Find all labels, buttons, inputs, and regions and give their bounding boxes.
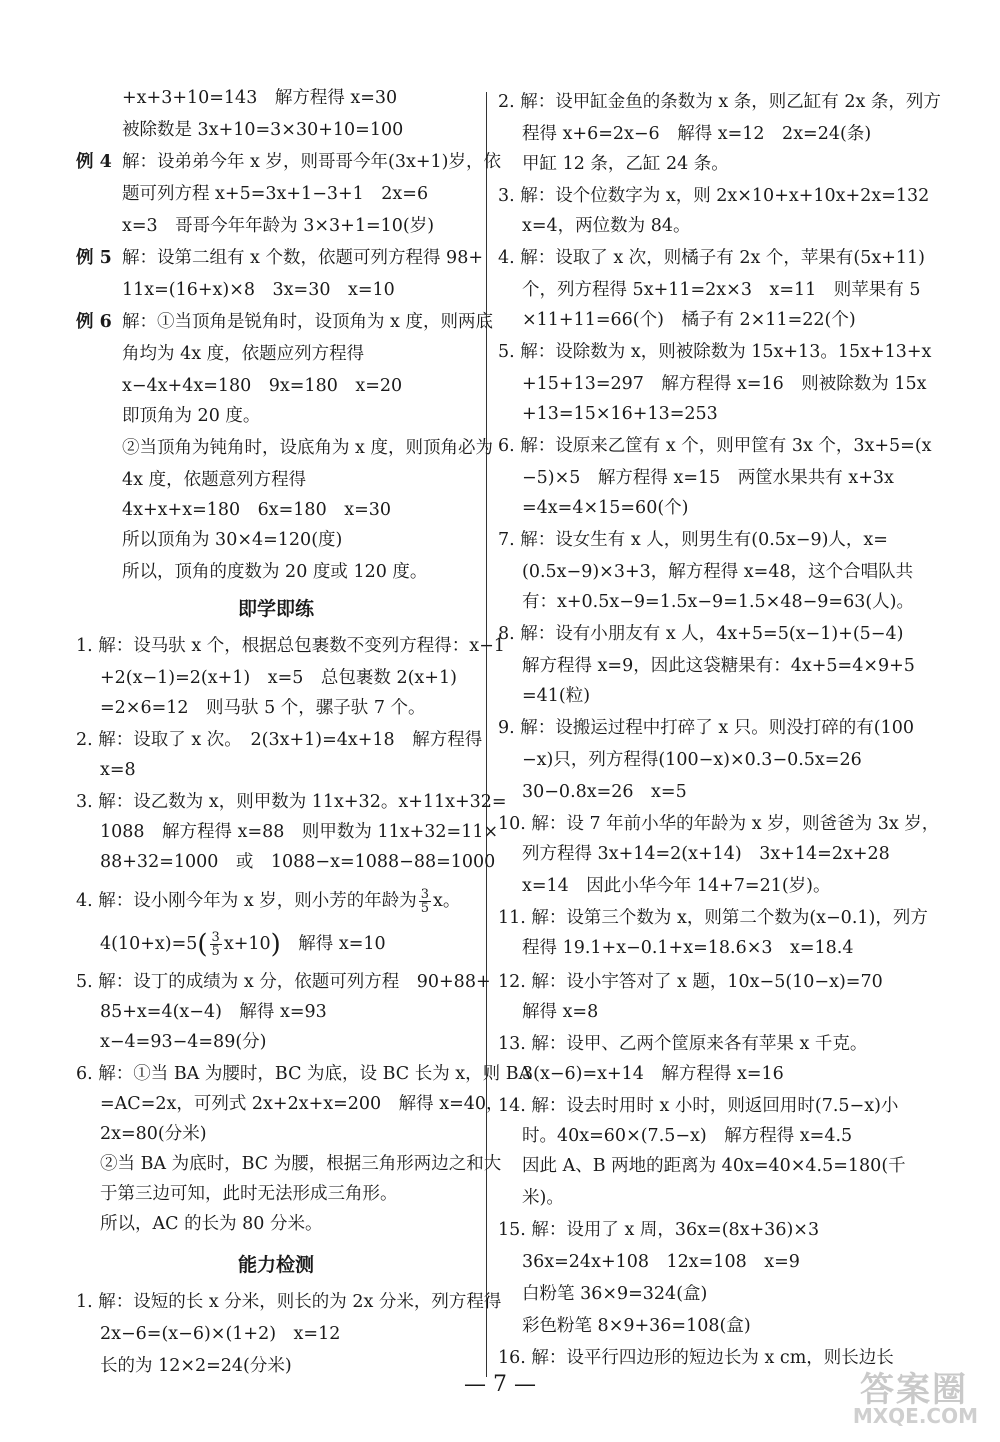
- text-line: 解：①当顶角是锐角时，设顶角为 x 度，则两底: [122, 312, 493, 332]
- text-line: 程得 19.1+x−0.1+x=18.6×3 x=18.4: [522, 938, 854, 958]
- text-line: 2x=80(分米): [100, 1124, 207, 1144]
- text-line: 解：设弟弟今年 x 岁，则哥哥今年(3x+1)岁，依: [122, 152, 501, 172]
- column-divider: [486, 92, 487, 1377]
- example-6-label: 例 6: [76, 312, 112, 332]
- text-line: 角均为 4x 度，依题应列方程得: [122, 344, 365, 364]
- text-line: 6. 解：①当 BA 为腰时，BC 为底，设 BC 长为 x，则 BA: [76, 1064, 532, 1084]
- text-line: =2×6=12 则马驮 5 个，骡子驮 7 个。: [100, 698, 426, 718]
- watermark-url: MXQE.COM: [852, 1404, 978, 1428]
- text-line: 解：设第二组有 x 个数，依题可列方程得 98+: [122, 248, 483, 268]
- text-line: 9. 解：设搬运过程中打碎了 x 只。则没打碎的有(100: [498, 718, 914, 738]
- fraction: [210, 931, 222, 958]
- text-line: 3. 解：设个位数字为 x，则 2x×10+x+10x+2x=132: [498, 186, 930, 206]
- text-line: 36x=24x+108 12x=108 x=9: [522, 1252, 800, 1272]
- text-line: x=8: [100, 760, 136, 780]
- watermark-logo: [832, 1362, 982, 1428]
- text-line: 题可列方程 x+5=3x+1−3+1 2x=6: [122, 184, 429, 204]
- right-paren: ): [270, 929, 281, 960]
- text-line: 5. 解：设除数为 x，则被除数为 15x+13。15x+13+x: [498, 342, 932, 362]
- fraction: [419, 888, 431, 915]
- text-line: 所以，AC 的长为 80 分米。: [100, 1214, 323, 1234]
- text-segment: 解得 x=10: [280, 934, 386, 954]
- text-line: ×11+11=66(个) 橘子有 2×11=22(个): [522, 310, 856, 330]
- text-line: ②当顶角为钝角时，设底角为 x 度，则顶角必为: [122, 438, 493, 458]
- text-line: 4x+x+x=180 6x=180 x=30: [122, 500, 392, 520]
- text-line: 12. 解：设小宇答对了 x 题，10x−5(10−x)=70: [498, 972, 883, 992]
- text-line: 个，列方程得 5x+11=2x×3 x=11 则苹果有 5: [522, 280, 921, 300]
- text-line: 甲缸 12 条，乙缸 24 条。: [522, 154, 729, 174]
- text-line: 时。40x=60×(7.5−x) 解方程得 x=4.5: [522, 1126, 853, 1146]
- left-paren: (: [197, 929, 208, 960]
- text-line: 30−0.8x=26 x=5: [522, 782, 687, 802]
- text-line: 米)。: [522, 1188, 564, 1208]
- text-line: 6. 解：设原来乙筐有 x 个，则甲筐有 3x 个，3x+5=(x: [498, 436, 932, 456]
- page-number: — 7 —: [464, 1372, 536, 1397]
- text-line: 程得 x+6=2x−6 解得 x=12 2x=24(条): [522, 124, 872, 144]
- section-heading-ability-test: 能力检测: [237, 1254, 314, 1276]
- text-line: [100, 928, 386, 961]
- text-line: 解得 x=8: [522, 1002, 599, 1022]
- fraction-numerator: 3: [420, 887, 430, 902]
- text-line: 11. 解：设第三个数为 x，则第二个数为(x−0.1)，列方: [498, 908, 928, 928]
- text-segment: x。: [433, 891, 461, 911]
- text-line: 16. 解：设平行四边形的短边长为 x cm，则长边长: [498, 1348, 894, 1368]
- text-line: 4. 解：设取了 x 次，则橘子有 2x 个，苹果有(5x+11): [498, 248, 925, 268]
- text-line: 2. 解：设取了 x 次。 2(3x+1)=4x+18 解方程得: [76, 730, 483, 750]
- text-segment: 4. 解：设小刚今年为 x 岁，则小芳的年龄为: [76, 891, 417, 911]
- text-line: x=3 哥哥今年年龄为 3×3+1=10(岁): [122, 216, 435, 236]
- text-line: +2(x−1)=2(x+1) x=5 总包裹数 2(x+1): [100, 668, 457, 688]
- text-line: 11x=(16+x)×8 3x=30 x=10: [122, 280, 395, 300]
- text-line: [76, 886, 460, 916]
- text-line: 88+32=1000 或 1088−x=1088−88=1000: [100, 852, 496, 872]
- text-line: =41(粒): [522, 686, 591, 706]
- text-line: x=14 因此小华今年 14+7=21(岁)。: [522, 876, 831, 896]
- text-line: +13=15×16+13=253: [522, 404, 718, 424]
- text-line: 14. 解：设去时用时 x 小时，则返回用时(7.5−x)小: [498, 1096, 899, 1116]
- fraction-numerator: 3: [211, 930, 220, 945]
- text-line: 5. 解：设丁的成绩为 x 分，依题可列方程 90+88+: [76, 972, 491, 992]
- text-line: x=4，两位数为 84。: [522, 216, 691, 236]
- text-line: 1. 解：设马驮 x 个，根据总包裹数不变列方程得：x−1: [76, 636, 505, 656]
- text-line: =AC=2x，可列式 2x+2x+x=200 解得 x=40，: [100, 1094, 504, 1114]
- text-line: −x)只，列方程得(100−x)×0.3−0.5x=26: [522, 750, 862, 770]
- text-line: 2. 解：设甲缸金鱼的条数为 x 条，则乙缸有 2x 条，列方: [498, 92, 941, 112]
- text-line: 7. 解：设女生有 x 人，则男生有(0.5x−9)人，x=: [498, 530, 888, 550]
- fraction-denominator: 5: [420, 901, 430, 916]
- text-line: 于第三边可知，此时无法形成三角形。: [100, 1184, 398, 1204]
- watermark-text: 答案圈: [860, 1370, 968, 1410]
- text-segment: x+10: [223, 934, 271, 954]
- text-line: 长的为 12×2=24(分米): [100, 1356, 292, 1376]
- text-line: 因此 A、B 两地的距离为 40x=40×4.5=180(千: [522, 1156, 906, 1176]
- text-line: 10. 解：设 7 年前小华的年龄为 x 岁，则爸爸为 3x 岁，: [498, 814, 940, 834]
- text-line: 彩色粉笔 8×9+36=108(盒): [522, 1316, 751, 1336]
- text-line: +x+3+10=143 解方程得 x=30: [122, 88, 398, 108]
- text-segment: 4(10+x)=5: [100, 934, 198, 954]
- text-line: 3. 解：设乙数为 x，则甲数为 11x+32。x+11x+32=: [76, 792, 507, 812]
- text-line: 有：x+0.5x−9=1.5x−9=1.5×48−9=63(人)。: [522, 592, 914, 612]
- text-line: 8. 解：设有小朋友有 x 人，4x+5=5(x−1)+(5−4): [498, 624, 904, 644]
- text-line: 1088 解方程得 x=88 则甲数为 11x+32=11×: [100, 822, 499, 842]
- text-line: x−4=93−4=89(分): [100, 1032, 267, 1052]
- text-line: −5)×5 解方程得 x=15 两筐水果共有 x+3x: [522, 468, 894, 488]
- text-line: 85+x=4(x−4) 解得 x=93: [100, 1002, 327, 1022]
- fraction-denominator: 5: [211, 944, 220, 959]
- text-line: 13. 解：设甲、乙两个筐原来各有苹果 x 千克。: [498, 1034, 868, 1054]
- section-heading-practice: 即学即练: [237, 598, 314, 620]
- text-line: 解方程得 x=9，因此这袋糖果有：4x+5=4×9+5: [522, 656, 915, 676]
- example-5-label: 例 5: [76, 248, 112, 268]
- text-line: 1. 解：设短的长 x 分米，则长的为 2x 分米，列方程得: [76, 1292, 502, 1312]
- text-line: ②当 BA 为底时，BC 为腰，根据三角形两边之和大: [100, 1154, 502, 1174]
- text-line: 4x 度，依题意列方程得: [122, 470, 307, 490]
- text-line: +15+13=297 解方程得 x=16 则被除数为 15x: [522, 374, 927, 394]
- text-line: 15. 解：设用了 x 周，36x=(8x+36)×3: [498, 1220, 820, 1240]
- text-line: x−4x+4x=180 9x=180 x=20: [122, 376, 403, 396]
- text-line: =4x=4×15=60(个): [522, 498, 689, 518]
- text-line: 3(x−6)=x+14 解方程得 x=16: [522, 1064, 784, 1084]
- text-line: 2x−6=(x−6)×(1+2) x=12: [100, 1324, 341, 1344]
- text-line: 白粉笔 36×9=324(盒): [522, 1284, 708, 1304]
- example-4-label: 例 4: [76, 152, 112, 172]
- text-line: 即顶角为 20 度。: [122, 406, 261, 426]
- text-line: 列方程得 3x+14=2(x+14) 3x+14=2x+28: [522, 844, 890, 864]
- text-line: (0.5x−9)×3+3，解方程得 x=48，这个合唱队共: [522, 562, 914, 582]
- text-line: 所以，顶角的度数为 20 度或 120 度。: [122, 562, 428, 582]
- text-line: 所以顶角为 30×4=120(度): [122, 530, 343, 550]
- text-line: 被除数是 3x+10=3×30+10=100: [122, 120, 404, 140]
